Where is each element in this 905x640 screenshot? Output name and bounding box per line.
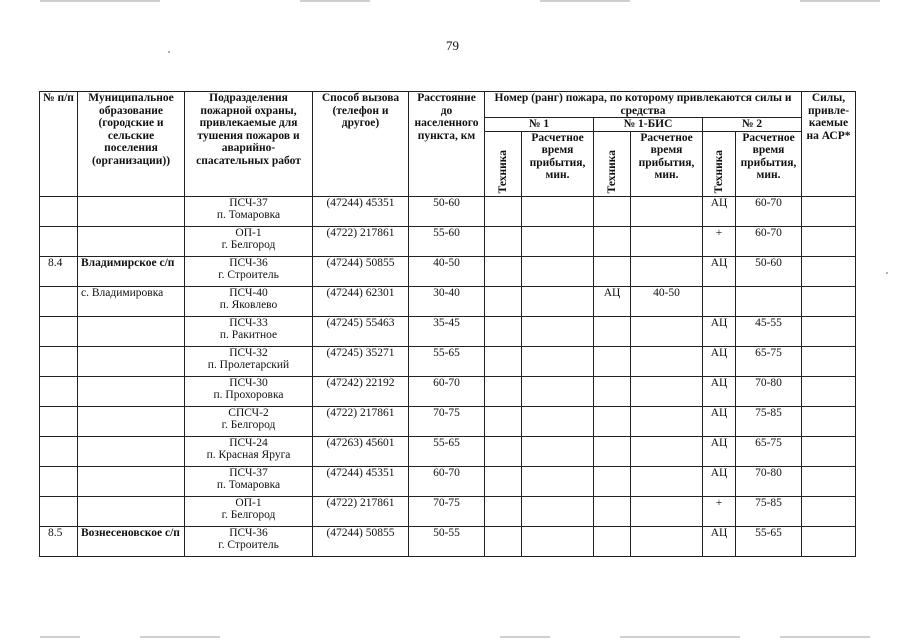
rank1bis-tech-cell — [594, 406, 631, 436]
scan-edge-top — [300, 0, 370, 2]
unit-name: ПСЧ-30 — [229, 376, 268, 389]
rank1-eta-cell — [522, 526, 594, 556]
rank1bis-tech-cell — [594, 196, 631, 226]
rank1bis-tech-cell — [594, 316, 631, 346]
municipality-cell — [78, 316, 185, 346]
rank1-eta-cell — [522, 196, 594, 226]
rank1bis-eta-cell — [631, 256, 703, 286]
rank1bis-tech-cell — [594, 376, 631, 406]
distance-cell: 70-75 — [409, 496, 485, 526]
row-number-cell: 8.4 — [40, 256, 78, 286]
asr-cell — [802, 436, 856, 466]
header-tech-rank1 — [485, 131, 522, 196]
header-eta-rank2: Расчетное время прибытия, мин. — [736, 131, 802, 196]
header-unit: Подразделения пожарной охраны, привлекаемые для тушения пожаров и аварийно-спасательных работ — [185, 92, 313, 197]
phone-cell: (47244) 50855 — [313, 526, 409, 556]
header-rank-group: Номер (ранг) пожара, по которому привлекаются силы и средства — [485, 92, 802, 118]
unit-name: ПСЧ-40 — [229, 286, 268, 299]
rank1bis-tech-cell — [594, 496, 631, 526]
rank2-eta-cell: 60-70 — [736, 196, 802, 226]
header-tech-label: Техника — [605, 150, 618, 194]
phone-cell: (47244) 62301 — [313, 286, 409, 316]
phone-cell: (47244) 50855 — [313, 256, 409, 286]
rank1bis-eta-cell — [631, 406, 703, 436]
unit-location: г. Белгород — [221, 239, 276, 251]
rank1-tech-cell — [485, 346, 522, 376]
unit-location: п. Прохоровка — [213, 389, 284, 401]
rank2-tech-cell: АЦ — [703, 406, 736, 436]
row-number-cell — [40, 466, 78, 496]
unit-location: п. Яковлево — [219, 299, 278, 311]
rank2-tech-cell: АЦ — [703, 316, 736, 346]
rank1bis-eta-cell — [631, 526, 703, 556]
unit-name: ОП-1 — [235, 226, 262, 239]
rank1-tech-cell — [485, 466, 522, 496]
header-row-1 — [40, 92, 856, 118]
row-number-cell — [40, 226, 78, 256]
distance-cell: 70-75 — [409, 406, 485, 436]
rank1-eta-cell — [522, 436, 594, 466]
municipality-cell — [78, 496, 185, 526]
municipality-cell — [78, 226, 185, 256]
phone-cell: (4722) 217861 — [313, 496, 409, 526]
rank2-tech-cell: АЦ — [703, 466, 736, 496]
rank1-tech-cell — [485, 226, 522, 256]
rank1bis-eta-cell: 40-50 — [631, 286, 703, 316]
rank1bis-tech-cell — [594, 226, 631, 256]
header-municipality: Муниципальное образование (городские и сельские поселения (организации)) — [78, 92, 185, 197]
rank2-eta-cell: 70-80 — [736, 376, 802, 406]
rank1-tech-cell — [485, 436, 522, 466]
rank1bis-eta-cell — [631, 376, 703, 406]
table-row — [40, 316, 856, 346]
row-number-cell — [40, 346, 78, 376]
header-call-method: Способ вызова (телефон и другое) — [313, 92, 409, 197]
asr-cell — [802, 406, 856, 436]
distance-cell: 55-65 — [409, 436, 485, 466]
phone-cell: (47245) 55463 — [313, 316, 409, 346]
unit-location: г. Строитель — [218, 539, 279, 551]
row-number-cell: 8.5 — [40, 526, 78, 556]
unit-name: ПСЧ-36 — [229, 256, 268, 269]
rank1bis-eta-cell — [631, 196, 703, 226]
unit-name: ПСЧ-33 — [229, 316, 268, 329]
scan-edge-bottom — [40, 636, 80, 638]
table-row — [40, 256, 856, 286]
unit-cell — [185, 256, 313, 286]
rank1bis-tech-cell — [594, 346, 631, 376]
unit-name: ПСЧ-24 — [229, 436, 268, 449]
unit-name: ОП-1 — [235, 496, 262, 509]
asr-cell — [802, 376, 856, 406]
rank1bis-eta-cell — [631, 346, 703, 376]
distance-cell: 35-45 — [409, 316, 485, 346]
header-distance: Расстояние до населенного пункта, км — [409, 92, 485, 197]
header-tech-label: Техника — [496, 150, 509, 194]
asr-cell — [802, 496, 856, 526]
header-asr: Силы, привле-каемые на АСР* — [802, 92, 856, 197]
municipality-cell: Вознесеновское с/п — [78, 526, 185, 556]
rank1-eta-cell — [522, 286, 594, 316]
rank2-eta-cell: 75-85 — [736, 496, 802, 526]
table-row — [40, 496, 856, 526]
rank1-tech-cell — [485, 526, 522, 556]
header-tech-rank1bis — [594, 131, 631, 196]
row-number-cell — [40, 376, 78, 406]
rank2-tech-cell: АЦ — [703, 436, 736, 466]
municipality-cell: с. Владимировка — [78, 286, 185, 316]
rank1bis-tech-cell — [594, 436, 631, 466]
rank2-eta-cell: 45-55 — [736, 316, 802, 346]
row-number-cell — [40, 316, 78, 346]
unit-cell — [185, 346, 313, 376]
row-number-cell — [40, 406, 78, 436]
table-row — [40, 226, 856, 256]
unit-cell — [185, 496, 313, 526]
distance-cell: 60-70 — [409, 376, 485, 406]
distance-cell: 50-60 — [409, 196, 485, 226]
row-number-cell — [40, 496, 78, 526]
unit-cell — [185, 436, 313, 466]
distance-cell: 40-50 — [409, 256, 485, 286]
rank1bis-tech-cell — [594, 466, 631, 496]
unit-cell — [185, 466, 313, 496]
rank1-eta-cell — [522, 466, 594, 496]
rank1bis-eta-cell — [631, 226, 703, 256]
rank1-eta-cell — [522, 376, 594, 406]
unit-location: п. Ракитное — [219, 329, 278, 341]
header-tech-label: Техника — [712, 150, 725, 194]
rank2-eta-cell: 60-70 — [736, 226, 802, 256]
scan-edge-bottom — [500, 636, 550, 638]
distance-cell: 30-40 — [409, 286, 485, 316]
unit-location: г. Белгород — [221, 419, 276, 431]
rank2-tech-cell: + — [703, 226, 736, 256]
asr-cell — [802, 286, 856, 316]
unit-location: п. Пролетарский — [207, 359, 290, 371]
distance-cell: 55-60 — [409, 226, 485, 256]
page-number: 79 — [446, 38, 459, 53]
rank1bis-tech-cell — [594, 256, 631, 286]
table-row — [40, 406, 856, 436]
municipality-cell — [78, 196, 185, 226]
rank2-eta-cell: 50-60 — [736, 256, 802, 286]
unit-cell — [185, 376, 313, 406]
unit-name: ПСЧ-37 — [229, 466, 268, 479]
rank1-tech-cell — [485, 196, 522, 226]
scan-edge-top — [800, 0, 880, 2]
phone-cell: (4722) 217861 — [313, 406, 409, 436]
scan-speck — [886, 272, 888, 274]
unit-name: ПСЧ-36 — [229, 526, 268, 539]
rank2-tech-cell — [703, 286, 736, 316]
rank1bis-eta-cell — [631, 436, 703, 466]
unit-cell — [185, 286, 313, 316]
rank2-tech-cell: + — [703, 496, 736, 526]
table-row — [40, 346, 856, 376]
phone-cell: (47244) 45351 — [313, 196, 409, 226]
unit-location: п. Красная Яруга — [206, 449, 291, 461]
unit-location: г. Строитель — [218, 269, 279, 281]
unit-cell — [185, 526, 313, 556]
scan-edge-top — [540, 0, 630, 2]
rank2-tech-cell: АЦ — [703, 346, 736, 376]
unit-cell — [185, 196, 313, 226]
scan-edge-bottom — [140, 636, 220, 638]
unit-cell — [185, 316, 313, 346]
unit-location: п. Томаровка — [216, 209, 281, 221]
rank1-tech-cell — [485, 316, 522, 346]
row-number-cell — [40, 286, 78, 316]
unit-location: п. Томаровка — [216, 479, 281, 491]
rank1bis-tech-cell — [594, 526, 631, 556]
table-row — [40, 286, 856, 316]
table-row — [40, 196, 856, 226]
distance-cell: 50-55 — [409, 526, 485, 556]
rank2-tech-cell: АЦ — [703, 256, 736, 286]
header-rank-1bis: № 1-БИС — [594, 118, 703, 132]
asr-cell — [802, 466, 856, 496]
unit-cell — [185, 406, 313, 436]
unit-cell — [185, 226, 313, 256]
phone-cell: (4722) 217861 — [313, 226, 409, 256]
header-eta-rank1bis: Расчетное время прибытия, мин. — [631, 131, 703, 196]
rank1-eta-cell — [522, 316, 594, 346]
header-rank-2: № 2 — [703, 118, 802, 132]
municipality-cell — [78, 406, 185, 436]
table-row — [40, 436, 856, 466]
row-number-cell — [40, 196, 78, 226]
scan-edge-bottom — [620, 636, 740, 638]
rank2-eta-cell — [736, 286, 802, 316]
municipality-cell — [78, 466, 185, 496]
asr-cell — [802, 256, 856, 286]
rank1-eta-cell — [522, 256, 594, 286]
rank2-eta-cell: 65-75 — [736, 436, 802, 466]
table-row — [40, 526, 856, 556]
unit-name: ПСЧ-37 — [229, 196, 268, 209]
municipality-cell: Владимирское с/п — [78, 256, 185, 286]
scan-edge-bottom — [780, 636, 870, 638]
asr-cell — [802, 316, 856, 346]
rank1bis-eta-cell — [631, 496, 703, 526]
distance-cell: 60-70 — [409, 466, 485, 496]
rank2-tech-cell: АЦ — [703, 376, 736, 406]
phone-cell: (47242) 22192 — [313, 376, 409, 406]
unit-name: ПСЧ-32 — [229, 346, 268, 359]
rank1bis-eta-cell — [631, 316, 703, 346]
rank1-tech-cell — [485, 496, 522, 526]
rank1bis-eta-cell — [631, 466, 703, 496]
header-eta-rank1: Расчетное время прибытия, мин. — [522, 131, 594, 196]
municipality-cell — [78, 376, 185, 406]
header-num: № п/п — [40, 92, 78, 197]
scan-edge-top — [40, 0, 160, 2]
unit-name: СПСЧ-2 — [228, 406, 269, 419]
municipality-cell — [78, 436, 185, 466]
row-number-cell — [40, 436, 78, 466]
scan-speck — [168, 51, 170, 53]
asr-cell — [802, 226, 856, 256]
phone-cell: (47244) 45351 — [313, 466, 409, 496]
rank1-tech-cell — [485, 376, 522, 406]
rank1-tech-cell — [485, 256, 522, 286]
header-rank-1: № 1 — [485, 118, 594, 132]
distance-cell: 55-65 — [409, 346, 485, 376]
phone-cell: (47245) 35271 — [313, 346, 409, 376]
rank2-eta-cell: 75-85 — [736, 406, 802, 436]
asr-cell — [802, 346, 856, 376]
rank1bis-tech-cell: АЦ — [594, 286, 631, 316]
rank2-eta-cell: 65-75 — [736, 346, 802, 376]
rank1-eta-cell — [522, 226, 594, 256]
rank1-tech-cell — [485, 406, 522, 436]
rank2-tech-cell: АЦ — [703, 196, 736, 226]
asr-cell — [802, 196, 856, 226]
rank1-eta-cell — [522, 406, 594, 436]
fire-response-table — [39, 91, 856, 557]
table-row — [40, 466, 856, 496]
municipality-cell — [78, 346, 185, 376]
phone-cell: (47263) 45601 — [313, 436, 409, 466]
header-tech-rank2 — [703, 131, 736, 196]
rank2-tech-cell: АЦ — [703, 526, 736, 556]
unit-location: г. Белгород — [221, 509, 276, 521]
table-row — [40, 376, 856, 406]
asr-cell — [802, 526, 856, 556]
rank2-eta-cell: 70-80 — [736, 466, 802, 496]
rank2-eta-cell: 55-65 — [736, 526, 802, 556]
rank1-eta-cell — [522, 496, 594, 526]
rank1-tech-cell — [485, 286, 522, 316]
rank1-eta-cell — [522, 346, 594, 376]
